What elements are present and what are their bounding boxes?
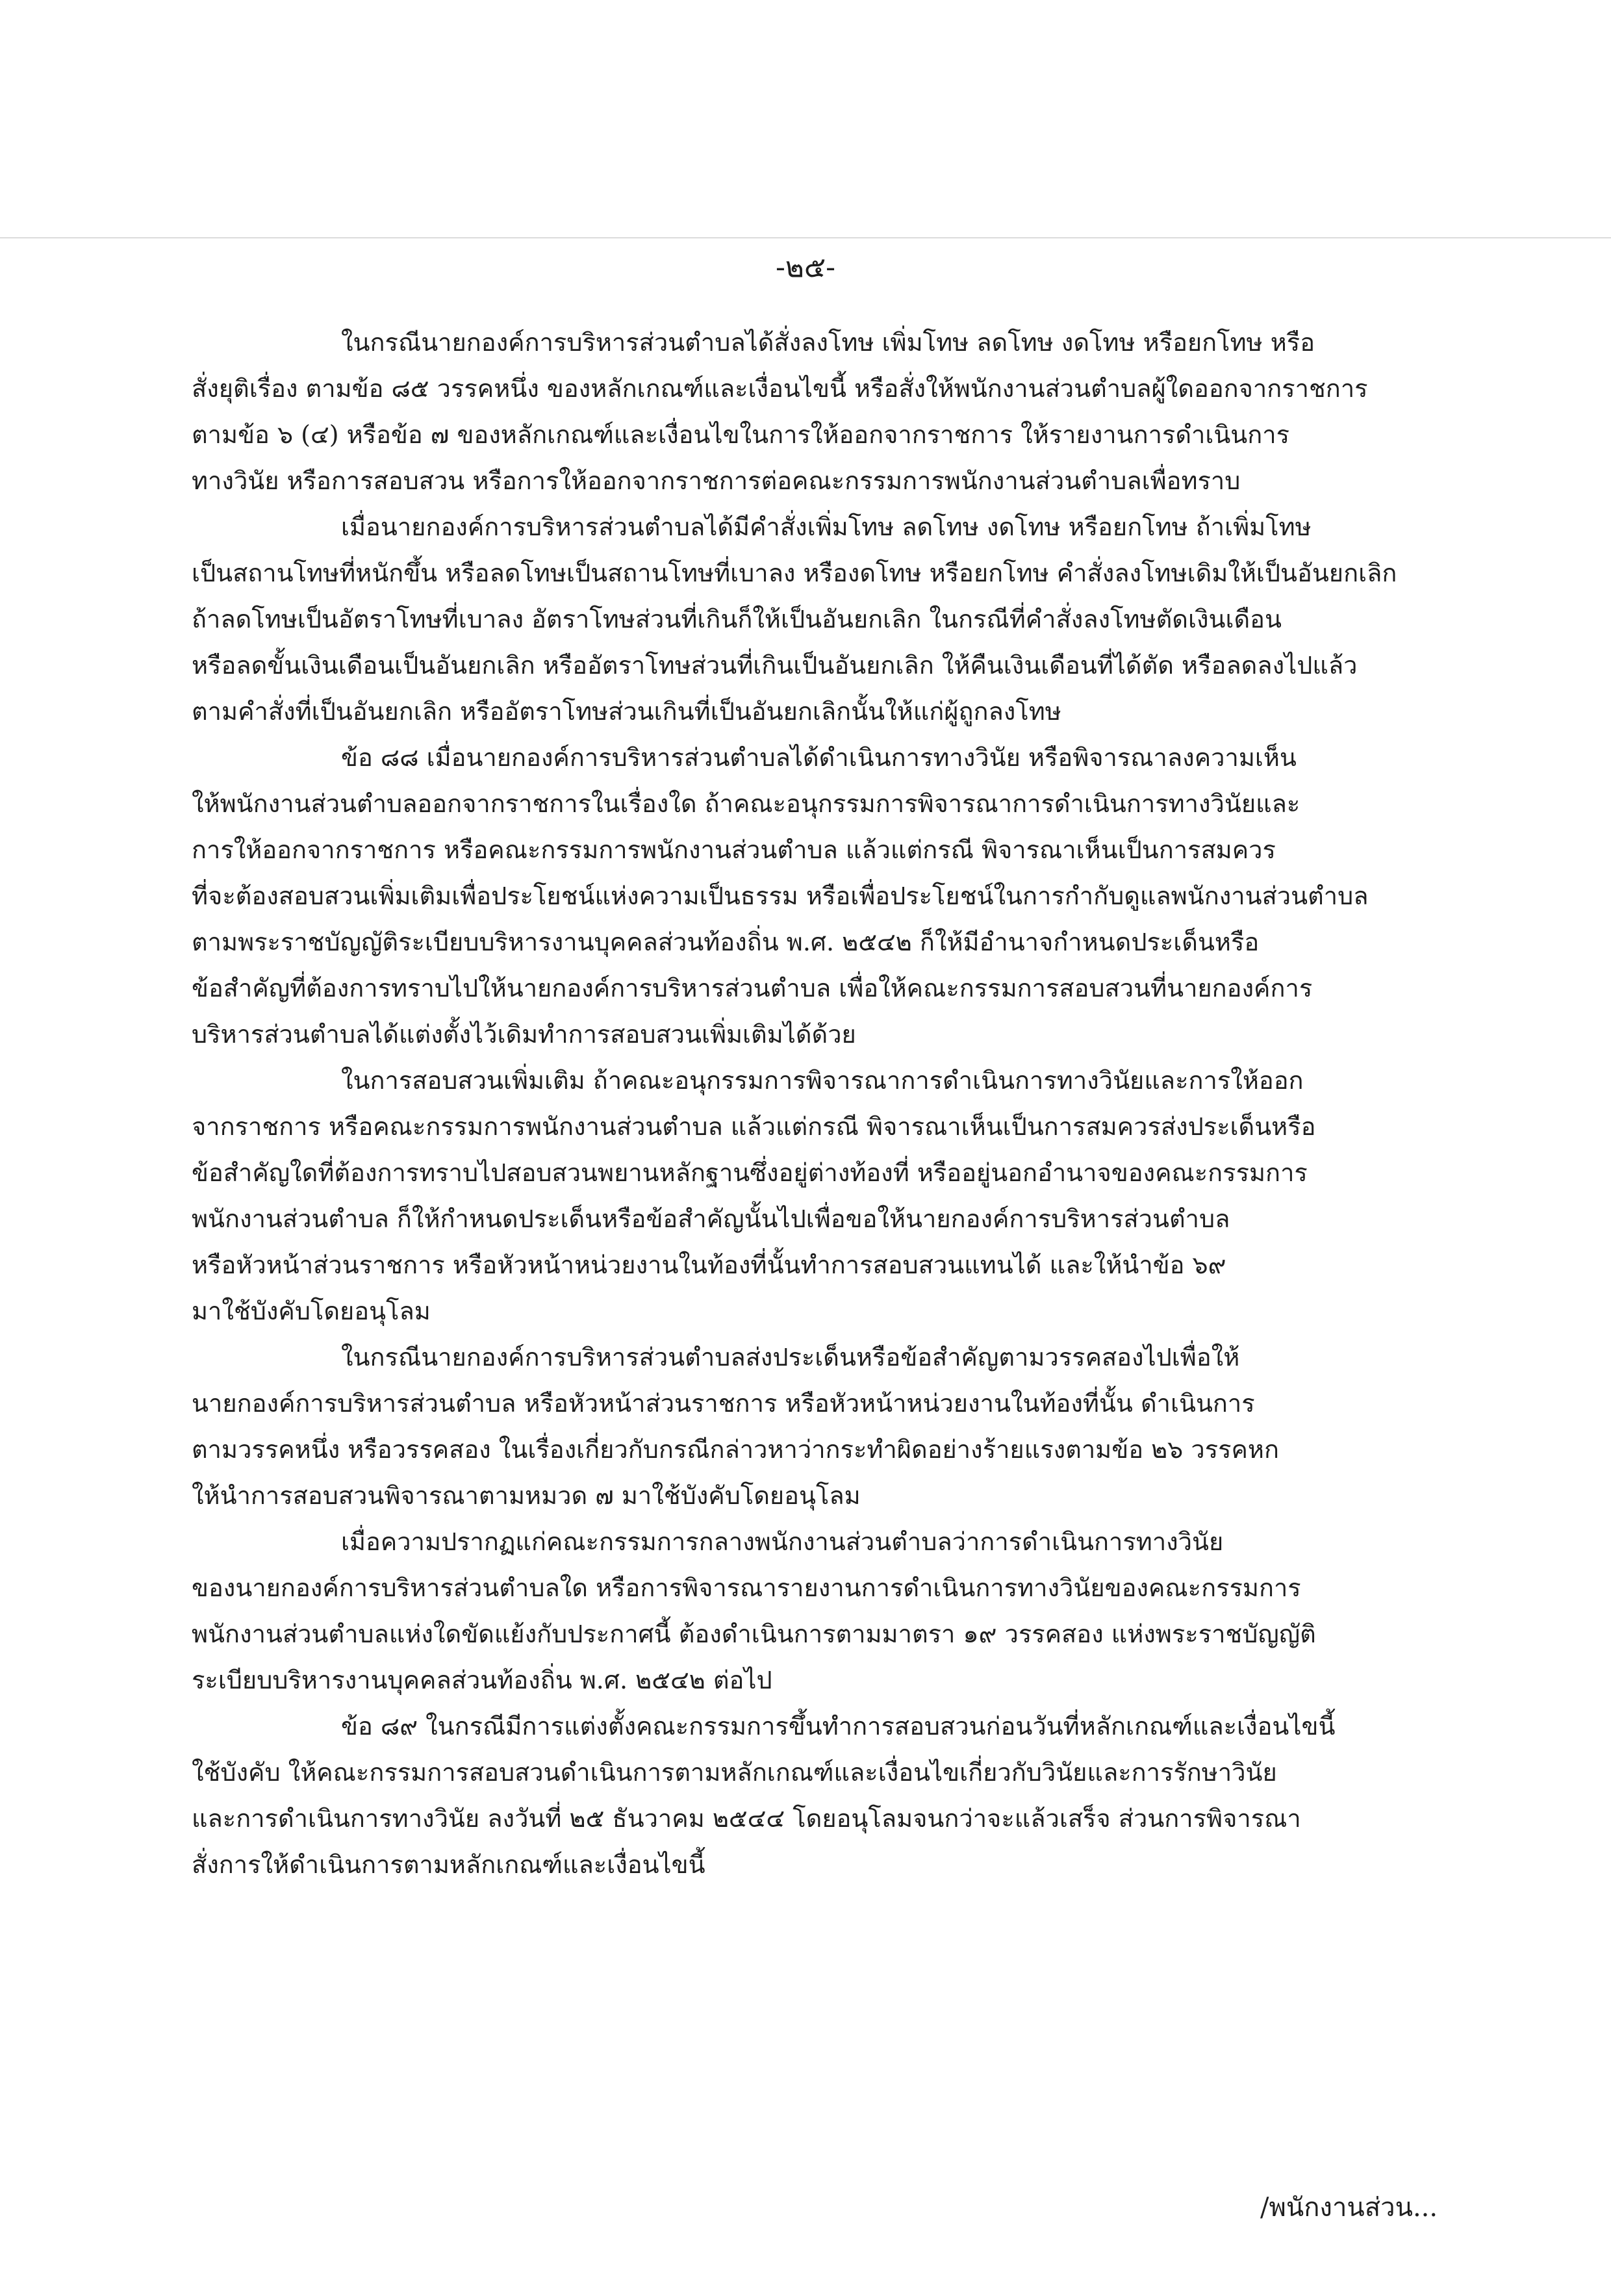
- text-line: ในการสอบสวนเพิ่มเติม ถ้าคณะอนุกรรมการพิจารณาการดำเนินการทางวินัยและการให้ออก: [341, 1066, 1304, 1095]
- text-line: ข้อสำคัญที่ต้องการทราบไปให้นายกองค์การบริหารส่วนตำบล เพื่อให้คณะกรรมการสอบสวนที่นายกองค์การ: [192, 974, 1313, 1002]
- text-line: บริหารส่วนตำบลได้แต่งตั้งไว้เดิมทำการสอบสวนเพิ่มเติมได้ด้วย: [192, 1020, 856, 1049]
- text-line: ของนายกองค์การบริหารส่วนตำบลใด หรือการพิจารณารายงานการดำเนินการทางวินัยของคณะกรรมการ: [192, 1574, 1301, 1602]
- text-line: หรือลดขั้นเงินเดือนเป็นอันยกเลิก หรืออัตราโทษส่วนที่เกินเป็นอันยกเลิก ให้คืนเงินเดือนที่ได้ตัด หรือลดลงไปแล้ว: [192, 651, 1358, 680]
- text-line: ให้นำการสอบสวนพิจารณาตามหมวด ๗ มาใช้บังคับโดยอนุโลม: [192, 1481, 861, 1510]
- paragraph-2: [192, 504, 1442, 735]
- text-line: ทางวินัย หรือการสอบสวน หรือการให้ออกจากราชการต่อคณะกรรมการพนักงานส่วนตำบลเพื่อทราบ: [192, 466, 1241, 495]
- text-line: สั่งการให้ดำเนินการตามหลักเกณฑ์และเงื่อนไขนี้: [192, 1850, 705, 1879]
- text-line: ข้อสำคัญใดที่ต้องการทราบไปสอบสวนพยานหลักฐานซึ่งอยู่ต่างท้องที่ หรืออยู่นอกอำนาจของคณะกรรมการ: [192, 1158, 1308, 1187]
- paragraph-3-clause-88: [192, 735, 1442, 1058]
- text-line: ตามวรรคหนึ่ง หรือวรรคสอง ในเรื่องเกี่ยวกับกรณีกล่าวหาว่ากระทำผิดอย่างร้ายแรงตามข้อ ๒๖ วรรคหก: [192, 1435, 1279, 1464]
- text-line: การให้ออกจากราชการ หรือคณะกรรมการพนักงานส่วนตำบล แล้วแต่กรณี พิจารณาเห็นเป็นการสมควร: [192, 835, 1276, 864]
- text-line: มาใช้บังคับโดยอนุโลม: [192, 1297, 431, 1325]
- text-line: ที่จะต้องสอบสวนเพิ่มเติมเพื่อประโยชน์แห่งความเป็นธรรม หรือเพื่อประโยชน์ในการกำกับดูแลพนักงานส่วนตำบล: [192, 882, 1369, 910]
- text-line: ตามคำสั่งที่เป็นอันยกเลิก หรืออัตราโทษส่วนเกินที่เป็นอันยกเลิกนั้นให้แก่ผู้ถูกลงโทษ: [192, 697, 1061, 726]
- text-line: ให้พนักงานส่วนตำบลออกจากราชการในเรื่องใด ถ้าคณะอนุกรรมการพิจารณาการดำเนินการทางวินัยและ: [192, 789, 1300, 818]
- text-line: สั่งยุติเรื่อง ตามข้อ ๘๕ วรรคหนึ่ง ของหลักเกณฑ์และเงื่อนไขนี้ หรือสั่งให้พนักงานส่วนตำบลผู้ใดออกจากราชการ: [192, 374, 1368, 403]
- continuation-note: /พนักงานส่วน...: [1260, 2193, 1438, 2223]
- document-body: [192, 320, 1442, 1888]
- text-line: เมื่อนายกองค์การบริหารส่วนตำบลได้มีคำสั่งเพิ่มโทษ ลดโทษ งดโทษ หรือยกโทษ ถ้าเพิ่มโทษ: [341, 513, 1312, 541]
- paragraph-7-clause-89: [192, 1703, 1442, 1888]
- text-line: นายกองค์การบริหารส่วนตำบล หรือหัวหน้าส่วนราชการ หรือหัวหน้าหน่วยงานในท้องที่นั้น ดำเนินการ: [192, 1389, 1255, 1418]
- paragraph-4: [192, 1058, 1442, 1334]
- text-line: ระเบียบบริหารงานบุคคลส่วนท้องถิ่น พ.ศ. ๒๕๔๒ ต่อไป: [192, 1666, 772, 1694]
- scan-top-line: [0, 237, 1611, 238]
- text-line: เมื่อความปรากฏแก่คณะกรรมการกลางพนักงานส่วนตำบลว่าการดำเนินการทางวินัย: [341, 1527, 1224, 1556]
- text-line: ในกรณีนายกองค์การบริหารส่วนตำบลได้สั่งลงโทษ เพิ่มโทษ ลดโทษ งดโทษ หรือยกโทษ หรือ: [341, 328, 1315, 357]
- text-line: ตามข้อ ๖ (๔) หรือข้อ ๗ ของหลักเกณฑ์และเงื่อนไขในการให้ออกจากราชการ ให้รายงานการดำเนินการ: [192, 420, 1290, 449]
- text-line: ถ้าลดโทษเป็นอัตราโทษที่เบาลง อัตราโทษส่วนที่เกินก็ให้เป็นอันยกเลิก ในกรณีที่คำสั่งลงโทษตัดเงินเดือน: [192, 605, 1282, 633]
- text-line: พนักงานส่วนตำบลแห่งใดขัดแย้งกับประกาศนี้ ต้องดำเนินการตามมาตรา ๑๙ วรรคสอง แห่งพระราชบัญญัติ: [192, 1620, 1316, 1648]
- text-line: และการดำเนินการทางวินัย ลงวันที่ ๒๕ ธันวาคม ๒๕๔๔ โดยอนุโลมจนกว่าจะแล้วเสร็จ ส่วนการพิจารณา: [192, 1804, 1301, 1833]
- text-line: ข้อ ๘๙ ในกรณีมีการแต่งตั้งคณะกรรมการขึ้นทำการสอบสวนก่อนวันที่หลักเกณฑ์และเงื่อนไขนี้: [341, 1712, 1336, 1741]
- text-line: เป็นสถานโทษที่หนักขึ้น หรือลดโทษเป็นสถานโทษที่เบาลง หรืองดโทษ หรือยกโทษ คำสั่งลงโทษเดิมให้เป็นอันยกเลิก: [192, 559, 1397, 587]
- text-line: ใช้บังคับ ให้คณะกรรมการสอบสวนดำเนินการตามหลักเกณฑ์และเงื่อนไขเกี่ยวกับวินัยและการรักษาวินัย: [192, 1758, 1277, 1787]
- text-line: ข้อ ๘๘ เมื่อนายกองค์การบริหารส่วนตำบลได้ดำเนินการทางวินัย หรือพิจารณาลงความเห็น: [341, 743, 1297, 772]
- text-line: จากราชการ หรือคณะกรรมการพนักงานส่วนตำบล แล้วแต่กรณี พิจารณาเห็นเป็นการสมควรส่งประเด็นหรือ: [192, 1112, 1316, 1141]
- text-line: ตามพระราชบัญญัติระเบียบบริหารงานบุคคลส่วนท้องถิ่น พ.ศ. ๒๕๔๒ ก็ให้มีอำนาจกำหนดประเด็นหรือ: [192, 928, 1260, 956]
- paragraph-1: [192, 320, 1442, 504]
- text-line: หรือหัวหน้าส่วนราชการ หรือหัวหน้าหน่วยงานในท้องที่นั้นทำการสอบสวนแทนได้ และให้นำข้อ ๖๙: [192, 1251, 1226, 1279]
- paragraph-5: [192, 1334, 1442, 1519]
- paragraph-6: [192, 1519, 1442, 1703]
- text-line: ในกรณีนายกองค์การบริหารส่วนตำบลส่งประเด็นหรือข้อสำคัญตามวรรคสองไปเพื่อให้: [341, 1343, 1240, 1371]
- text-line: พนักงานส่วนตำบล ก็ให้กำหนดประเด็นหรือข้อสำคัญนั้นไปเพื่อขอให้นายกองค์การบริหารส่วนตำบล: [192, 1205, 1230, 1233]
- page-number: -๒๕-: [775, 251, 836, 284]
